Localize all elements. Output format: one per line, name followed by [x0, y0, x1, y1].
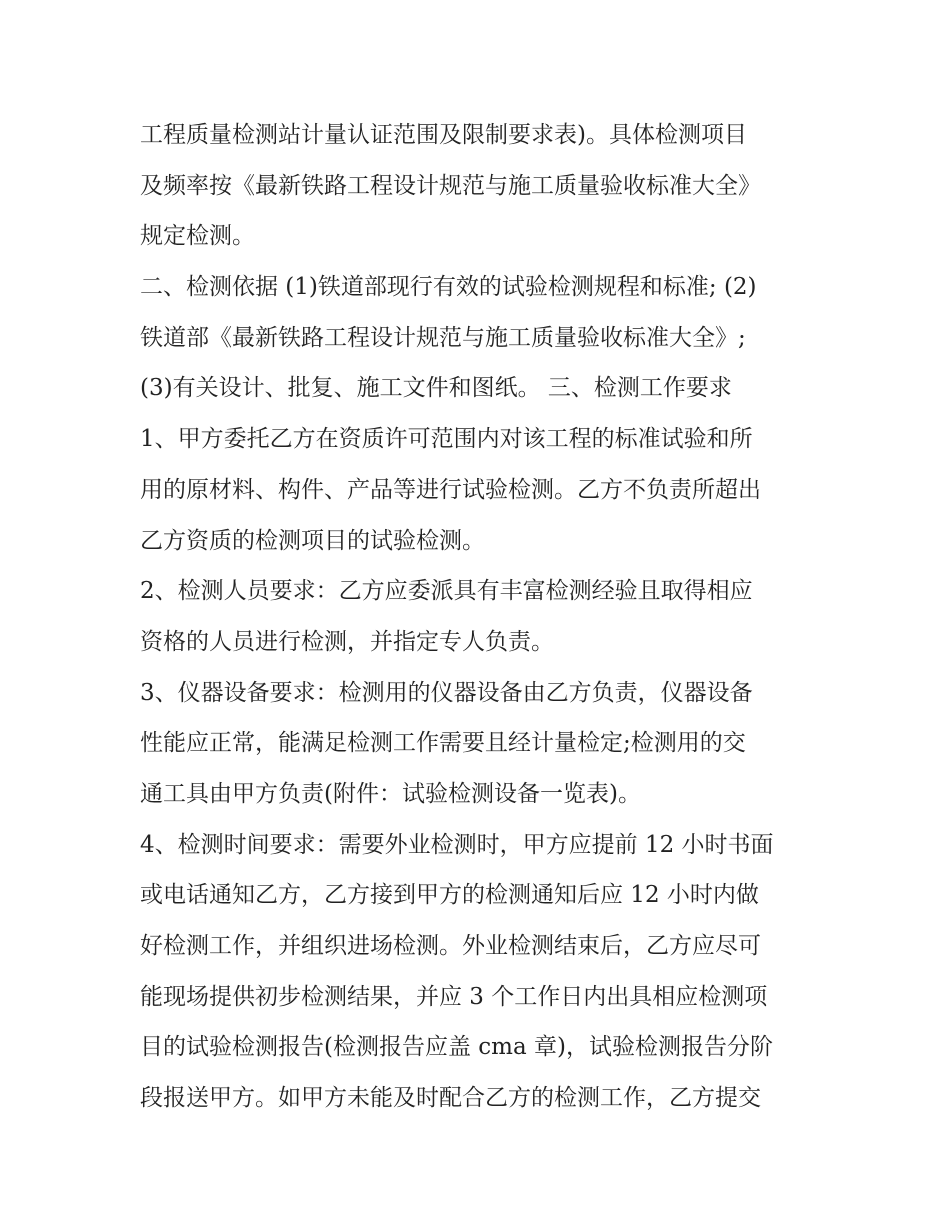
text-line: 及频率按《最新铁路工程设计规范与施工质量验收标准大全》: [140, 172, 761, 199]
text-line: 4、检测时间要求：需要外业检测时，甲方应提前 12 小时书面: [140, 831, 774, 858]
text-line: 1、甲方委托乙方在资质许可范围内对该工程的标准试验和所: [140, 426, 753, 453]
text-line: 目的试验检测报告(检测报告应盖 cma 章)，试验检测报告分阶: [140, 1034, 773, 1061]
text-line: 能现场提供初步检测结果，并应 3 个工作日内出具相应检测项: [140, 983, 768, 1010]
text-line: 或电话通知乙方，乙方接到甲方的检测通知后应 12 小时内做: [140, 882, 759, 909]
text-line: 二、检测依据 (1)铁道部现行有效的试验检测规程和标准; (2): [140, 274, 757, 301]
text-line: 资格的人员进行检测，并指定专人负责。: [140, 628, 554, 655]
text-line: 工程质量检测站计量认证范围及限制要求表)。具体检测项目: [140, 122, 747, 148]
text-line: 通工具由甲方负责(附件：试验检测设备一览表)。: [140, 780, 641, 807]
text-line: 性能应正常，能满足检测工作需要且经计量检定;检测用的交: [140, 730, 746, 757]
text-line: 2、检测人员要求：乙方应委派具有丰富检测经验且取得相应: [140, 578, 753, 605]
text-line: (3)有关设计、批复、施工文件和图纸。 三、检测工作要求: [140, 375, 732, 402]
text-line: 3、仪器设备要求：检测用的仪器设备由乙方负责，仪器设备: [140, 679, 753, 706]
text-line: 段报送甲方。如甲方未能及时配合乙方的检测工作，乙方提交: [140, 1085, 761, 1112]
document-body: [140, 110, 820, 1124]
text-line: 用的原材料、构件、产品等进行试验检测。乙方不负责所超出: [140, 476, 761, 503]
text-line: 乙方资质的检测项目的试验检测。: [140, 527, 485, 554]
text-line: 好检测工作，并组织进场检测。外业检测结束后，乙方应尽可: [140, 933, 761, 959]
text-line: 铁道部《最新铁路工程设计规范与施工质量验收标准大全》;: [140, 324, 746, 351]
text-line: 规定检测。: [140, 223, 255, 250]
